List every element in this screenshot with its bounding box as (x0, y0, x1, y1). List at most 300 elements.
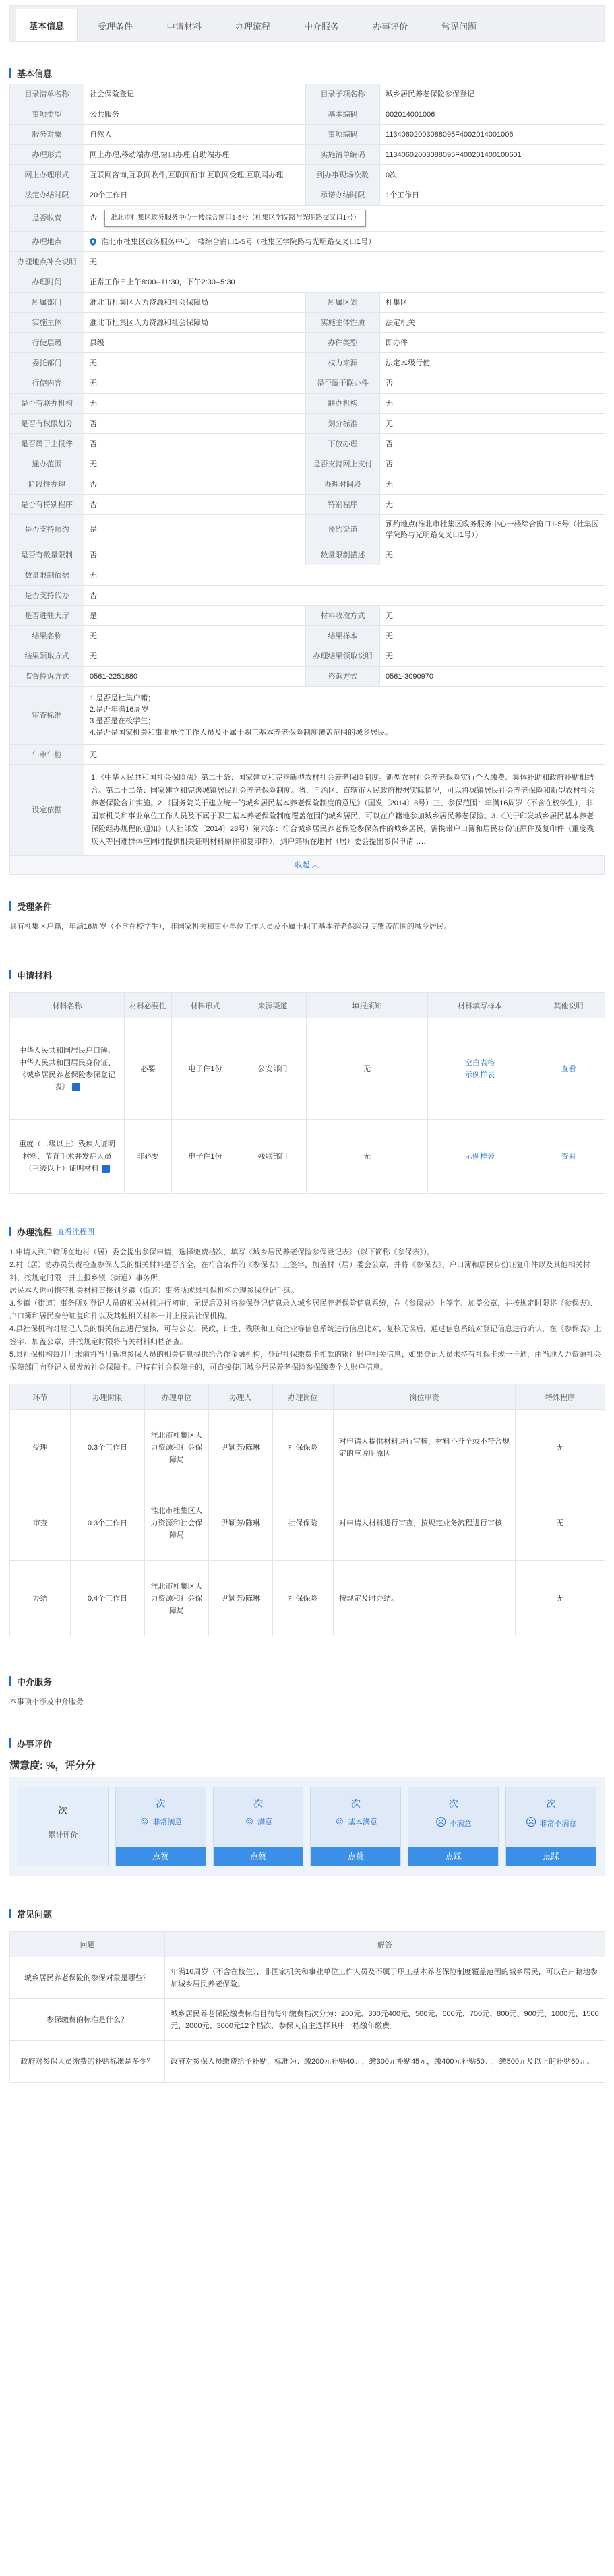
table-cell: 尹颖芳/陈琳 (209, 1410, 273, 1485)
material-form: 电子件1份 (172, 1120, 239, 1194)
satisfaction-summary: 满意度: %，评分分 (9, 1760, 96, 1771)
info-value: 淮北市杜集区人力资源和社会保障局 (84, 313, 306, 333)
info-key: 行使内容 (10, 373, 84, 394)
agency-text: 本事项不涉及中介服务 (9, 1698, 84, 1706)
column-header: 办理单位 (145, 1384, 209, 1410)
info-value: 11340602003088095F400201400100601 (380, 145, 605, 165)
info-value: 无 (84, 353, 306, 373)
info-key: 事项编码 (306, 125, 380, 145)
section-title-evaluation (9, 1732, 605, 1754)
info-key: 网上办理形式 (10, 165, 84, 185)
info-key: 是否有联办机构 (10, 394, 84, 414)
material-sample (428, 1018, 532, 1120)
info-row (10, 586, 605, 606)
info-row (10, 765, 605, 856)
info-key: 目录子项名称 (306, 84, 380, 104)
table-row (10, 1410, 605, 1485)
info-key: 通办范围 (10, 454, 84, 474)
tab-accept-conditions[interactable]: 受理条件 (97, 21, 133, 32)
info-value[interactable] (84, 232, 605, 252)
info-key: 办理时间 (10, 272, 84, 293)
collapse-button[interactable]: 收起 ︿ (9, 856, 605, 875)
review-line: 2.是否年满16周岁 (90, 705, 149, 714)
eval-card-very-satisfied (115, 1787, 206, 1866)
info-key: 基本编码 (306, 104, 380, 125)
section-title-text: 受理条件 (17, 901, 53, 912)
info-row (10, 495, 605, 515)
info-row (10, 333, 605, 353)
material-need: 非必要 (125, 1120, 172, 1194)
table-cell: 无 (516, 1485, 605, 1561)
location-pin-icon (90, 238, 96, 246)
info-row (10, 515, 605, 545)
faq-question: 城乡居民养老保险的参保对象是哪些？ (10, 1957, 165, 1999)
dislike-button[interactable]: 点踩 (506, 1847, 596, 1866)
column-header: 特殊程序 (516, 1384, 605, 1410)
info-key: 监督投诉方式 (10, 667, 84, 687)
info-value: 正常工作日上午8:00--11:30，下午2:30--5:30 (84, 272, 605, 293)
review-line: 1.是否是杜集户籍； (90, 694, 156, 702)
process-step: 4.县社保机构对登记人员的相关信息进行复核，可与公安、民政、计生、残联和工商企业等信息系统进行信息比对，复核无误后，通过信息系统对登记信息进行确认，在《参保表》上签字、加盖公章，并按规定时限将有关材料归档备查。 (9, 1325, 602, 1346)
table-cell: 淮北市杜集区人力资源和社会保障局 (145, 1485, 209, 1561)
tab-bar (9, 5, 605, 42)
accept-text: 具有杜集区户籍，年满16周岁（不含在校学生），非国家机关和事业单位工作人员及不属于职工基本养老保险制度覆盖范围的城乡居民。 (9, 923, 452, 931)
info-key: 办理地点补充说明 (10, 252, 84, 272)
info-key: 办理结果领取说明 (306, 646, 380, 667)
table-cell: 社保保险 (273, 1485, 334, 1561)
info-value: 002014001006 (380, 104, 605, 125)
info-value: 否 (84, 545, 306, 565)
table-cell: 尹颖芳/陈琳 (209, 1561, 273, 1636)
info-key: 实施主体性质 (306, 313, 380, 333)
info-value: 否 (84, 495, 306, 515)
info-value: 是 (84, 606, 306, 626)
eval-label-text: 不满意 (449, 1820, 472, 1828)
eval-label-text: 基本满意 (348, 1818, 378, 1827)
info-key: 办理时间段 (306, 474, 380, 495)
material-name-text: 中华人民共和国居民户口簿、中华人民共和国居民身份证、《城乡居民养老保险参保登记表》 (19, 1046, 115, 1091)
eval-card-dissatisfied (408, 1787, 499, 1866)
column-header: 其他说明 (532, 993, 605, 1018)
location-tooltip: 淮北市杜集区政务服务中心一楼综合窗口1-5号（杜集区学院路与光明路交叉口1号） (104, 210, 366, 227)
info-value: 0次 (380, 165, 605, 185)
info-key: 是否有特别程序 (10, 495, 84, 515)
info-value: 城乡居民养老保险参保登记 (380, 84, 605, 104)
process-table (9, 1384, 605, 1636)
tab-evaluation[interactable]: 办事评价 (372, 21, 408, 32)
faq-row (10, 1957, 605, 1999)
flowchart-link[interactable]: 查看流程图 (57, 1228, 95, 1236)
info-row (10, 667, 605, 687)
section-bar (9, 1676, 11, 1686)
info-value: 法定本级行使 (380, 353, 605, 373)
info-row (10, 313, 605, 333)
like-button[interactable]: 点赞 (214, 1847, 303, 1866)
info-row (10, 745, 605, 765)
info-key: 是否支持预约 (10, 515, 84, 545)
eval-card-very-dissatisfied (505, 1787, 596, 1866)
info-value: 无 (380, 626, 605, 646)
eval-count: 次 (58, 1805, 68, 1816)
table-cell: 无 (516, 1410, 605, 1485)
tab-agency[interactable]: 中介服务 (303, 21, 339, 32)
info-key: 划分标准 (306, 414, 380, 434)
process-step: 3.乡镇（街道）事务所对登记人员的相关材料进行初审，无误后及时将参保登记信息录入城乡居民养老保险信息系统，在《参保表》上签字、加盖公章，并按规定时限将《参保表》、户口簿和居民身份证复印件以及其他相关材料一并上报县社保机构。 (9, 1299, 598, 1320)
section-bar (9, 1909, 11, 1918)
info-value: 0561-2251880 (84, 667, 306, 687)
material-form: 电子件1份 (172, 1018, 239, 1120)
info-key: 审查标准 (10, 687, 84, 745)
info-value: 11340602003088095F4002014001006 (380, 125, 605, 145)
process-text (9, 1242, 605, 1378)
faq-answer: 年满16周岁（不含在校生），非国家机关和事业单位工作人员及不属于职工基本养老保险制度覆盖范围的城乡居民，可以在户籍地参加城乡居民养老保险。 (165, 1957, 605, 1999)
column-header: 材料名称 (10, 993, 125, 1018)
info-key: 承诺办结时限 (306, 185, 380, 206)
info-key: 权力来源 (306, 353, 380, 373)
info-key: 数量限制描述 (306, 545, 380, 565)
info-key: 是否属于联办件 (306, 373, 380, 394)
table-header-row (10, 1932, 605, 1957)
faq-row (10, 2041, 605, 2083)
info-value: 法定机关 (380, 313, 605, 333)
info-key: 是否有权限划分 (10, 414, 84, 434)
eval-count: 次 (546, 1798, 556, 1809)
table-cell: 淮北市杜集区人力资源和社会保障局 (145, 1561, 209, 1636)
info-row (10, 353, 605, 373)
info-key: 预约渠道 (306, 515, 380, 545)
material-source: 残联部门 (239, 1120, 307, 1194)
info-value: 无 (380, 474, 605, 495)
column-header: 办理岗位 (273, 1384, 334, 1410)
info-value: 无 (84, 454, 306, 474)
info-row (10, 125, 605, 145)
info-row (10, 145, 605, 165)
faq-answer: 政府对参保人员缴费给予补贴，标准为：缴200元补贴40元，缴300元补贴45元，缴400元补贴50元，缴500元及以上的补贴60元。 (165, 2041, 605, 2083)
info-key: 办件类型 (306, 333, 380, 353)
dislike-button[interactable]: 点踩 (408, 1847, 498, 1866)
table-cell: 尹颖芳/陈琳 (209, 1485, 273, 1561)
tab-process[interactable]: 办理流程 (235, 21, 270, 32)
info-value: 否 (84, 434, 306, 454)
column-header: 解答 (165, 1932, 605, 1957)
info-value: 公共服务 (84, 104, 306, 125)
smile-icon: ☺ (139, 1816, 150, 1827)
info-row (10, 272, 605, 293)
info-value: 无 (380, 646, 605, 667)
info-key: 结果样本 (306, 626, 380, 646)
info-value: 无 (380, 606, 605, 626)
section-bar (9, 1227, 11, 1236)
info-key: 事项类型 (10, 104, 84, 125)
frown-icon: ☹ (435, 1817, 447, 1829)
info-value: 县级 (84, 333, 306, 353)
info-value: 预约地点(淮北市杜集区政务服务中心一楼综合窗口1-5号（杜集区学院路与光明路交叉口1号）） (380, 515, 605, 545)
material-name (10, 1120, 125, 1194)
table-cell: 无 (516, 1561, 605, 1636)
review-line: 4.是否是国家机关和事业单位工作人员及不属于职工基本养老保险制度覆盖范围的城乡居民。 (90, 728, 393, 737)
info-key: 到办事现场次数 (306, 165, 380, 185)
info-key: 实施主体 (10, 313, 84, 333)
info-value: 互联网咨询,互联网收件,互联网预审,互联网受理,互联网办理 (84, 165, 306, 185)
info-key: 结果领取方式 (10, 646, 84, 667)
column-header: 材料形式 (172, 993, 239, 1018)
info-row (10, 165, 605, 185)
table-row (10, 1561, 605, 1636)
info-value: 无 (380, 414, 605, 434)
info-row (10, 434, 605, 454)
table-header-row (10, 1384, 605, 1410)
eval-total-card (18, 1787, 109, 1866)
smile-icon: ☺ (334, 1816, 346, 1827)
like-button[interactable]: 点赞 (311, 1847, 400, 1866)
info-value: 无 (84, 646, 306, 667)
eval-label (139, 1816, 182, 1828)
blank-form-link[interactable]: 空白表格 (465, 1058, 495, 1067)
tab-materials[interactable]: 申请材料 (166, 21, 202, 32)
info-value: 是 (84, 515, 306, 545)
info-key: 年审年检 (10, 745, 84, 765)
column-header: 环节 (10, 1384, 71, 1410)
info-key: 材料收取方式 (306, 606, 380, 626)
section-title-basic (9, 62, 605, 84)
material-need: 必要 (125, 1018, 172, 1120)
table-cell: 社保保险 (273, 1410, 334, 1485)
info-value: 无 (84, 745, 605, 765)
info-key: 结果名称 (10, 626, 84, 646)
column-header: 材料填写样本 (428, 993, 532, 1018)
section-title-text: 办理流程 (17, 1227, 53, 1237)
info-row (10, 474, 605, 495)
table-row (10, 1018, 605, 1120)
section-title-agency (9, 1670, 605, 1692)
info-row (10, 373, 605, 394)
info-value: 否 (380, 454, 605, 474)
info-key: 下放办理 (306, 434, 380, 454)
info-key: 所属区划 (306, 293, 380, 313)
eval-label (526, 1816, 577, 1829)
evaluation-panel (9, 1777, 605, 1876)
table-cell: 社保保险 (273, 1561, 334, 1636)
column-header: 办理人 (209, 1384, 273, 1410)
material-name-text: 重度（二级以上）残疾人证明材料、节育手术并发症人员（三级以上）证明材料 (19, 1140, 115, 1173)
info-row (10, 454, 605, 474)
table-cell: 0.3个工作日 (71, 1410, 145, 1485)
smile-icon: ☺ (243, 1816, 255, 1827)
eval-count: 次 (350, 1798, 361, 1809)
eval-label (244, 1816, 272, 1828)
info-key: 服务对象 (10, 125, 84, 145)
info-key: 实施清单编码 (306, 145, 380, 165)
info-row (10, 232, 605, 252)
info-key: 是否支持代办 (10, 586, 84, 606)
info-row (10, 545, 605, 565)
fee-value: 否 (90, 214, 97, 222)
table-cell: 按规定及时办结。 (334, 1561, 516, 1636)
info-value (84, 687, 605, 745)
view-link[interactable]: 查看 (532, 1120, 605, 1194)
material-source: 公安部门 (239, 1018, 307, 1120)
info-key: 办理地点 (10, 232, 84, 252)
info-value: 无 (84, 252, 605, 272)
section-title-text: 申请材料 (17, 970, 53, 981)
sample-form-link[interactable]: 示例样表 (465, 1152, 495, 1161)
column-header: 材料必要性 (125, 993, 172, 1018)
section-bar (9, 68, 11, 78)
process-step: 居民本人也可携带相关材料直接到乡镇（街道）事务所或县社保机构办理参保登记手续。 (9, 1287, 299, 1295)
eval-label: 累计评价 (48, 1831, 78, 1839)
info-key: 委托部门 (10, 353, 84, 373)
eval-label (334, 1816, 377, 1828)
table-cell: 办结 (10, 1561, 71, 1636)
eval-card-satisfied (213, 1787, 304, 1866)
info-value: 1个工作日 (380, 185, 605, 206)
info-value: 即办件 (380, 333, 605, 353)
info-key: 办理形式 (10, 145, 84, 165)
info-value (84, 206, 605, 232)
column-header: 填报须知 (307, 993, 428, 1018)
info-value: 无 (84, 373, 306, 394)
info-key: 所属部门 (10, 293, 84, 313)
material-note: 无 (307, 1018, 428, 1120)
eval-count: 次 (156, 1798, 166, 1809)
section-title-text: 办事评价 (17, 1738, 53, 1749)
info-row (10, 206, 605, 232)
faq-row (10, 1999, 605, 2041)
table-row (10, 1120, 605, 1194)
info-value: 否 (380, 434, 605, 454)
info-row (10, 606, 605, 626)
eval-label-text: 非常满意 (152, 1818, 183, 1827)
info-key: 是否进驻大厅 (10, 606, 84, 626)
info-row (10, 414, 605, 434)
material-name (10, 1018, 125, 1120)
info-row (10, 252, 605, 272)
tab-basic-info[interactable]: 基本信息 (16, 9, 78, 41)
info-row (10, 185, 605, 206)
faq-answer: 城乡居民养老保险缴费标准目前每年缴费档次分为：200元、300元400元、500元、600元、700元、800元、900元、1000元、1500元、2000元、3000元12个档次，参保人自主选择其中一档缴年缴费。 (165, 1999, 605, 2041)
info-key: 特别程序 (306, 495, 380, 515)
section-bar (9, 1738, 11, 1748)
frown-icon: ☹ (525, 1817, 537, 1829)
info-key: 是否支持网上支付 (306, 454, 380, 474)
info-value: 无 (380, 545, 605, 565)
table-cell: 0.3个工作日 (71, 1485, 145, 1561)
eval-count: 次 (253, 1798, 264, 1809)
info-value: 无 (380, 495, 605, 515)
info-row (10, 104, 605, 125)
info-value: 否 (84, 586, 605, 606)
table-cell: 受理 (10, 1410, 71, 1485)
materials-table (9, 992, 605, 1194)
table-cell: 审查 (10, 1485, 71, 1561)
info-value: 1.《中华人民共和国社会保险法》第二十条：国家建立和完善新型农村社会养老保险制度。新型农村社会养老保险实行个人缴费、集体补助和政府补贴相结合。第二十二条：国家建立和完善城镇居民社会养老保险制度。省、自治区、直辖市人民政府根据实际情况，可以将城镇居民社会养老保险和新型农村社会养老保险合并实施。2.《国务院关于建立统一的城乡居民基本养老保险制度的意见》（国发〔2014〕8号）三、参保范围：年满16周岁（不含在校学生），非国家机关和事业单位工作人员及不属于职工基本养老保险制度覆盖范围的城乡居民，可以在户籍地参加城乡居民养老保险。3.《关于印发城乡居民基本养老保险经办规程的通知》（人社部发〔2014〕23号）第六条：符合城乡居民养老保险参保条件的城乡居民，需携带户口簿和居民身份证原件及复印件（重度残疾人等困难群体应同时提供相关证明材料原件和复印件），到户籍所在地村（居）委会提出参保申请…… (84, 765, 605, 856)
info-value: 20个工作日 (84, 185, 306, 206)
info-row (10, 565, 605, 586)
section-title-process (9, 1221, 605, 1242)
info-value: 否 (84, 474, 306, 495)
section-title-faq (9, 1903, 605, 1924)
section-title-accept (9, 895, 605, 917)
basic-info-table (9, 84, 605, 856)
faq-question: 参保缴费的标准是什么？ (10, 1999, 165, 2041)
info-key: 设定依据 (10, 765, 84, 856)
page (0, 5, 614, 2103)
info-value: 无 (84, 394, 306, 414)
process-step: 2.村（居）协办员负责检查参保人员的相关材料是否齐全，在符合条件的《参保表》上签字，加盖村（居）委会公章，并将《参保表》、户口簿和居民身份证复印件以及其他相关材料，按规定时限一并上报乡镇（街道）事务所。 (9, 1261, 590, 1282)
faq-table (9, 1931, 605, 2083)
view-link[interactable]: 查看 (532, 1018, 605, 1120)
sample-form-link[interactable]: 示例样表 (465, 1070, 495, 1079)
info-value: 无 (84, 565, 605, 586)
info-key: 联办机构 (306, 394, 380, 414)
eval-card-basic-satisfied (310, 1787, 401, 1866)
column-header: 办理时限 (71, 1384, 145, 1410)
info-value: 无 (84, 626, 306, 646)
eval-count: 次 (448, 1798, 458, 1809)
info-row (10, 687, 605, 745)
section-title-text: 常见问题 (17, 1909, 53, 1920)
section-title-text: 中介服务 (17, 1676, 53, 1687)
info-key: 法定办结时限 (10, 185, 84, 206)
section-bar (9, 970, 11, 979)
info-key: 是否属于上报件 (10, 434, 84, 454)
info-row (10, 626, 605, 646)
column-header: 问题 (10, 1932, 165, 1957)
eval-label-text: 满意 (257, 1818, 273, 1827)
info-value: 0561-3090970 (380, 667, 605, 687)
info-key: 咨询方式 (306, 667, 380, 687)
material-note: 无 (307, 1120, 428, 1194)
material-sample (428, 1120, 532, 1194)
section-title-materials (9, 964, 605, 985)
column-header: 岗位职责 (334, 1384, 516, 1410)
column-header: 来源渠道 (239, 993, 307, 1018)
section-title-text: 基本信息 (17, 68, 53, 79)
faq-question: 政府对参保人员缴费的补贴标准是多少？ (10, 2041, 165, 2083)
document-icon[interactable] (72, 1083, 80, 1091)
process-step: 5.县社保机构每月月末前将当月新增参保人员的相关信息提供给合作金融机构，登记社保缴费卡扣款的银行账户相关信息；如果登记人员未持有社保卡或一卡通，由当地人力资源社会保障部门向登记人员发放社会保障卡。已持有社会保障卡的，可直接使用城乡居民养老保险参保缴费个人账户信息。 (9, 1351, 602, 1372)
section-bar (9, 901, 11, 911)
info-row (10, 84, 605, 104)
table-cell: 对申请人材料进行审查，按规定业务流程进行审核 (334, 1485, 516, 1561)
info-key: 目录清单名称 (10, 84, 84, 104)
review-line: 3.是否是在校学生； (90, 716, 156, 725)
table-row (10, 1485, 605, 1561)
info-key: 数量限制依据 (10, 565, 84, 586)
info-key: 是否有数量限制 (10, 545, 84, 565)
location-value: 淮北市杜集区政务服务中心一楼综合窗口1-5号（杜集区学院路与光明路交叉口1号） (101, 237, 376, 246)
info-row (10, 394, 605, 414)
eval-label (435, 1816, 472, 1829)
info-value: 网上办理,移动端办理,窗口办理,自助端办理 (84, 145, 306, 165)
info-value: 自然人 (84, 125, 306, 145)
info-value: 否 (380, 373, 605, 394)
info-key: 行使层级 (10, 333, 84, 353)
info-key: 是否收费 (10, 206, 84, 232)
info-key: 阶段性办理 (10, 474, 84, 495)
info-row (10, 293, 605, 313)
info-row (10, 646, 605, 667)
document-icon[interactable] (102, 1165, 110, 1173)
info-value: 否 (84, 414, 306, 434)
table-cell: 淮北市杜集区人力资源和社会保障局 (145, 1410, 209, 1485)
info-value: 无 (380, 394, 605, 414)
tab-faq[interactable]: 常见问题 (441, 21, 477, 32)
eval-label-text: 非常不满意 (539, 1820, 577, 1828)
like-button[interactable]: 点赞 (116, 1847, 206, 1866)
table-header-row (10, 993, 605, 1018)
info-value: 杜集区 (380, 293, 605, 313)
